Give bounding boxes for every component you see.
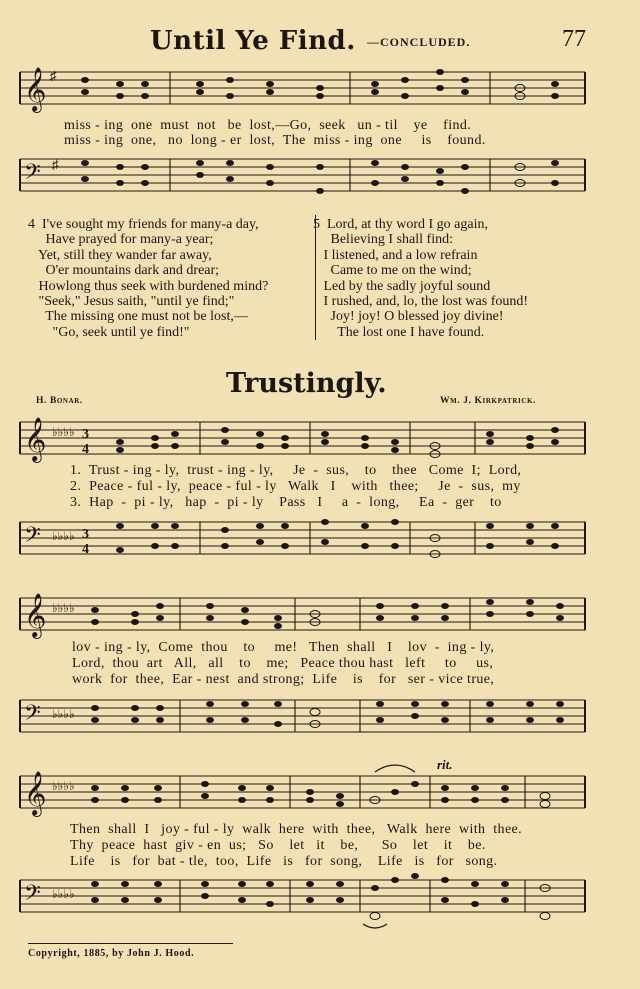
- svg-text:♭♭♭♭: ♭♭♭♭: [52, 529, 75, 543]
- system1-treble-staff: [20, 418, 585, 462]
- system3-treble-staff: [20, 772, 585, 816]
- svg-text:𝄢: 𝄢: [24, 160, 41, 190]
- system2-treble-staff: [20, 594, 585, 638]
- system1-lyric-verse-2: 2. Peace - ful - ly, peace - ful - ly Walk I with thee; Je - sus, my: [70, 479, 521, 494]
- verse-5-line: I rushed, and, lo, the lost was found!: [313, 294, 529, 310]
- verse-5-line: Came to me on the wind;: [313, 263, 472, 279]
- hymn1-treble-staff: [20, 68, 585, 114]
- svg-text:𝄞: 𝄞: [24, 771, 47, 815]
- verse-4-line: 4 I've sought my friends for many-a day,: [28, 217, 259, 232]
- hymn1-lyric-line-2: miss - ing one, no long - er lost, The miss - ing one is found.: [64, 133, 486, 148]
- verse-4-line: Have prayed for many-a year;: [28, 232, 214, 248]
- system1-lyric-verse-1: 1. Trust - ing - ly, trust - ing - ly, Je - sus, to thee Come I; Lord,: [70, 463, 522, 478]
- system3-bass-staff: [20, 876, 585, 926]
- svg-text:3: 3: [82, 527, 89, 542]
- verse-5-line: 5 Lord, at thy word I go again,: [313, 217, 488, 232]
- svg-text:𝄢: 𝄢: [24, 523, 41, 553]
- verse-5-line: The lost one I have found.: [313, 324, 485, 340]
- verse-4-line: "Go, seek until ye find!": [28, 324, 190, 340]
- svg-text:4: 4: [82, 442, 89, 457]
- hymn1-lyric-line-1: miss - ing one must not be lost,—Go, seek un - til ye find.: [64, 118, 472, 133]
- svg-text:♭♭♭♭: ♭♭♭♭: [52, 887, 75, 901]
- verse-4-line: Yet, still they wander far away,: [28, 247, 212, 263]
- verse-5-line: Led by the sadly joyful sound: [313, 278, 491, 294]
- music-credit: Wm. J. Kirkpatrick.: [440, 396, 536, 406]
- verse-4-line: O'er mountains dark and drear;: [28, 263, 220, 279]
- hymn-title-trustingly: Trustingly.: [226, 368, 387, 399]
- svg-text:𝄞: 𝄞: [24, 593, 47, 637]
- copyright-notice: Copyright, 1885, by John J. Hood.: [28, 948, 195, 959]
- system3-lyric-verse-2: Thy peace hast giv - en us; So let it be, So let it be.: [70, 838, 486, 853]
- page-number: 77: [562, 26, 586, 52]
- svg-text:3: 3: [82, 427, 89, 442]
- system2-lyric-verse-1: lov - ing - ly, Come thou to me! Then shall I lov - ing - ly,: [72, 640, 495, 655]
- hymn1-bass-staff: [20, 155, 585, 201]
- system3-lyric-verse-1: Then shall I joy - ful - ly walk here with thee, Walk here with thee.: [70, 822, 523, 837]
- system3-lyric-verse-3: Life is for bat - tle, too, Life is for song, Life is for song.: [70, 854, 498, 869]
- verse-4-line: The missing one must not be lost,—: [28, 309, 248, 325]
- svg-text:𝄢: 𝄢: [24, 881, 41, 911]
- hymn-title-until-ye-find: Until Ye Find.: [150, 26, 356, 56]
- svg-text:♯: ♯: [52, 157, 59, 172]
- verse-4-line: "Seek," Jesus saith, "until ye find;": [28, 294, 235, 310]
- verse-5-line: Believing I shall find:: [313, 232, 453, 248]
- system2-lyric-verse-2: Lord, thou art All, all to me; Peace thou hast left to us,: [72, 656, 494, 671]
- svg-text:𝄢: 𝄢: [24, 701, 41, 731]
- ritardando-marking: rit.: [437, 757, 453, 772]
- system1-lyric-verse-3: 3. Hap - pi - ly, hap - pi - ly Pass I a - long, Ea - ger to: [70, 495, 502, 510]
- verse-5-line: I listened, and a low refrain: [313, 247, 478, 263]
- svg-text:𝄞: 𝄞: [24, 67, 47, 111]
- system2-bass-staff: [20, 696, 585, 740]
- verse-4: [28, 217, 268, 340]
- svg-text:♭♭♭♭: ♭♭♭♭: [52, 707, 75, 721]
- svg-text:𝄞: 𝄞: [24, 417, 47, 461]
- svg-text:♭♭♭♭: ♭♭♭♭: [52, 779, 75, 793]
- svg-text:4: 4: [82, 542, 89, 557]
- system2-lyric-verse-3: work for thee, Ear - nest and strong; Life is for ser - vice true,: [72, 672, 495, 687]
- page-header: [0, 26, 640, 58]
- footer-rule: [28, 943, 233, 944]
- verse-5: [313, 217, 528, 340]
- concluded-label: —CONCLUDED.: [367, 35, 471, 49]
- verse-5-line: Joy! joy! O blessed joy divine!: [313, 309, 504, 325]
- svg-text:♭♭♭♭: ♭♭♭♭: [52, 601, 75, 615]
- words-credit: H. Bonar.: [36, 396, 83, 406]
- svg-text:♯: ♯: [50, 68, 57, 83]
- system1-bass-staff: [20, 518, 585, 562]
- verse-4-line: Howlong thus seek with burdened mind?: [28, 278, 269, 294]
- svg-text:♭♭♭♭: ♭♭♭♭: [52, 425, 75, 439]
